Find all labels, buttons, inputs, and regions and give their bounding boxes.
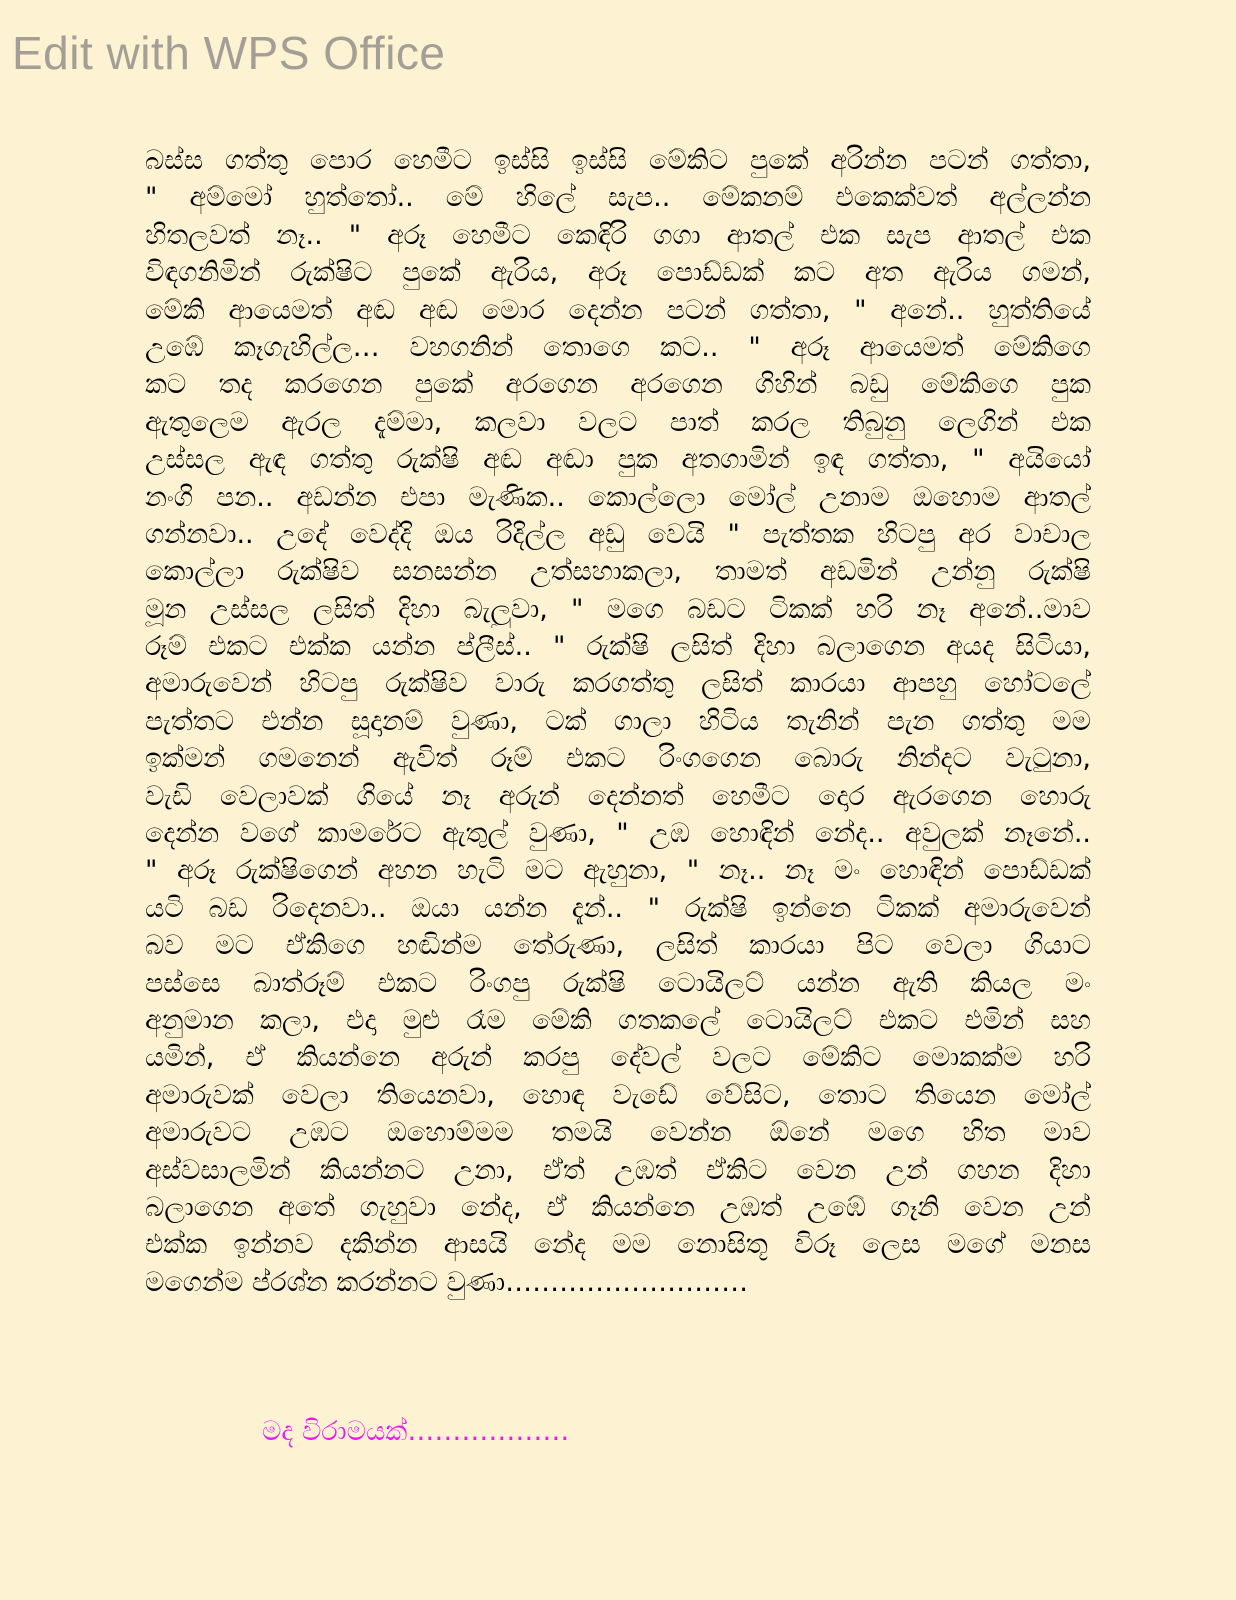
paragraph-line: එක්ක ඉන්නව දකින්න ආසයි නේද මම නොසිතූ විරූ ලෙස මගේ මනස	[145, 1229, 1091, 1261]
paragraph-line: බස්ස ගත්තු පොර හෙමීට ඉස්සි ඉස්සි මේකිට පුකේ අරින්න පටන් ගත්තා,	[145, 145, 1091, 176]
wps-watermark: Edit with WPS Office	[12, 27, 446, 79]
intermission-note: මද විරාමයක්………………	[262, 1416, 570, 1447]
paragraph-line: නංගි පන.. අඩන්න එපා මැණික.. කොල්ලො මෝල් උනාම ඔහොම ආතල්	[145, 481, 1091, 513]
paragraph-line: අමාරුවෙන් හිටපු රුක්ෂිව වාරු කරගත්තු ලසිත් කාරයා ආපහු හෝටලේ	[145, 668, 1091, 700]
paragraph-line: කොල්ලා රුක්ෂිව සනසන්න උත්සහාකලා, තාමත් අඩමින් උන්නු රුක්ෂි	[145, 556, 1091, 588]
paragraph-line: විඳගනිමින් රුක්ෂිට පුකේ ඇරිය, අරූ පොඩ්ඩක් කට අත ඇරිය ගමන්,	[145, 257, 1091, 289]
paragraph-line: යමින්, ඒ කියන්නෙ අරුන් කරපු දේවල් වලට මේකිට මොකක්ම හරි	[145, 1042, 1091, 1074]
paragraph-line: අමාරුවට උඹට ඔහොම්මම තමයි වෙන්න ඕනේ මගෙ හිත මාව	[145, 1117, 1091, 1149]
paragraph-line: කට තද කරගෙන පුකේ අරගෙන අරගෙන ගිහින් බඩු මේකිගෙ පුක	[145, 369, 1091, 401]
paragraph-line: මූන උස්සල ලසිත් දිහා බැලුවා, " මගෙ බඩට ටිකක් හරි නෑ අනේ..මාව	[145, 593, 1091, 625]
paragraph-line: උඹේ කෑගැහිල්ල… වහගනින් තොගෙ කට.. " අරූ ආයෙමත් මේකිගෙ	[145, 331, 1091, 363]
paragraph-line: බව මට ඒකිගෙ හඬින්ම තේරුණා, ලසිත් කාරයා පිට වෙලා ගියාට	[145, 930, 1091, 962]
document-body	[145, 142, 1091, 1301]
paragraph-line: ඇතුලෙම ඇරල දැම්මා, කලවා වලට පාත් කරල තිබුනු ලෙගින් එක	[145, 406, 1091, 438]
paragraph-line: " අම්මෝ හුත්තෝ.. මේ හිලේ සැප.. මේකනම් එකෙක්වත් අල්ලන්න	[145, 182, 1091, 214]
paragraph-line-last: මගෙන්ම ප්රශ්න කරන්නට වුණා………………………	[145, 1266, 749, 1298]
paragraph-line: වැඩි වෙලාවක් ගියේ නෑ අරුන් දෙන්නත් හෙමීට දොර ඇරගෙන හොරු	[145, 780, 1091, 812]
paragraph-line: ගන්නවා.. උදේ වෙද්දි ඔය රිදිල්ල අඩු වෙයි " පැත්තක හිටපු අර වාචාල	[145, 518, 1091, 550]
paragraph-line: අනුමාන කලා, එදා මුළු රෑම මේකි ගතකලේ ටොයිලට් එකට එමින් සහ	[145, 1004, 1091, 1036]
paragraph-line: හිතලවත් නෑ.. " අරූ හෙමීට කෙඳිරි ගගා ආතල් එක සැප ආතල් එක	[145, 219, 1091, 251]
paragraph-line: යටි බඩ රිදෙනවා.. ඔයා යන්න දැන්.. " රුක්ෂි ඉන්නෙ ටිකක් අමාරුවෙන්	[145, 892, 1091, 924]
paragraph-line: අමාරුවක් වෙලා තියෙනවා, හොඳ වැඩේ වේසිට, තොට තියෙන මෝල්	[145, 1079, 1091, 1111]
paragraph-line: " අරූ රුක්ෂිගෙන් අහන හැටි මට ඇහුනා, " නෑ.. නෑ මං හොඳින් පොඩ්ඩක්	[145, 855, 1091, 887]
paragraph-line: බලාගෙන අතේ ගැහුවා නේද, ඒ කියන්නෙ උඹත් උඹේ ගෑනි වෙන උන්	[145, 1191, 1091, 1223]
paragraph-line: පස්සෙ බාත්රූම් එකට රිංගපු රුක්ෂි ටොයිලට් යන්න ඇති කියල මං	[145, 967, 1091, 999]
paragraph-line: රූම් එකට එක්ක යන්න ප්ලීස්.. " රුක්ෂි ලසිත් දිහා බලාගෙන අයද සිටියා,	[145, 631, 1091, 663]
paragraph-line: ඉක්මන් ගමනෙන් ඇවිත් රූම් එකට රිංගගෙන බොරු නින්දට වැටුනා,	[145, 743, 1091, 775]
paragraph-line: උස්සල ඇඳ ගත්තු රුක්ෂි අඬ අඬා පුක අතගාමින් ඉඳ ගත්තා, " අයියෝ	[145, 444, 1091, 476]
paragraph-line: පැත්තට එන්න සූදානම් වුණා, ටක් ගාලා හිටිය තැනින් පැන ගත්තු මම	[145, 705, 1091, 737]
paragraph-line: මේකි ආයෙමත් අඬ අඬ මොර දෙන්න පටන් ගත්තා, " අනේ.. හුත්තියේ	[145, 294, 1091, 326]
paragraph-line: අස්වසාලමින් කියන්නට උනා, ඒත් උඹත් ඒකිට වෙන උන් ගහන දිහා	[145, 1154, 1091, 1186]
paragraph-line: දෙන්න වගේ කාමරේට ඇතුල් වුණා, " උඹ හොඳින් නේද.. අවුලක් නෑනේ..	[145, 818, 1091, 850]
